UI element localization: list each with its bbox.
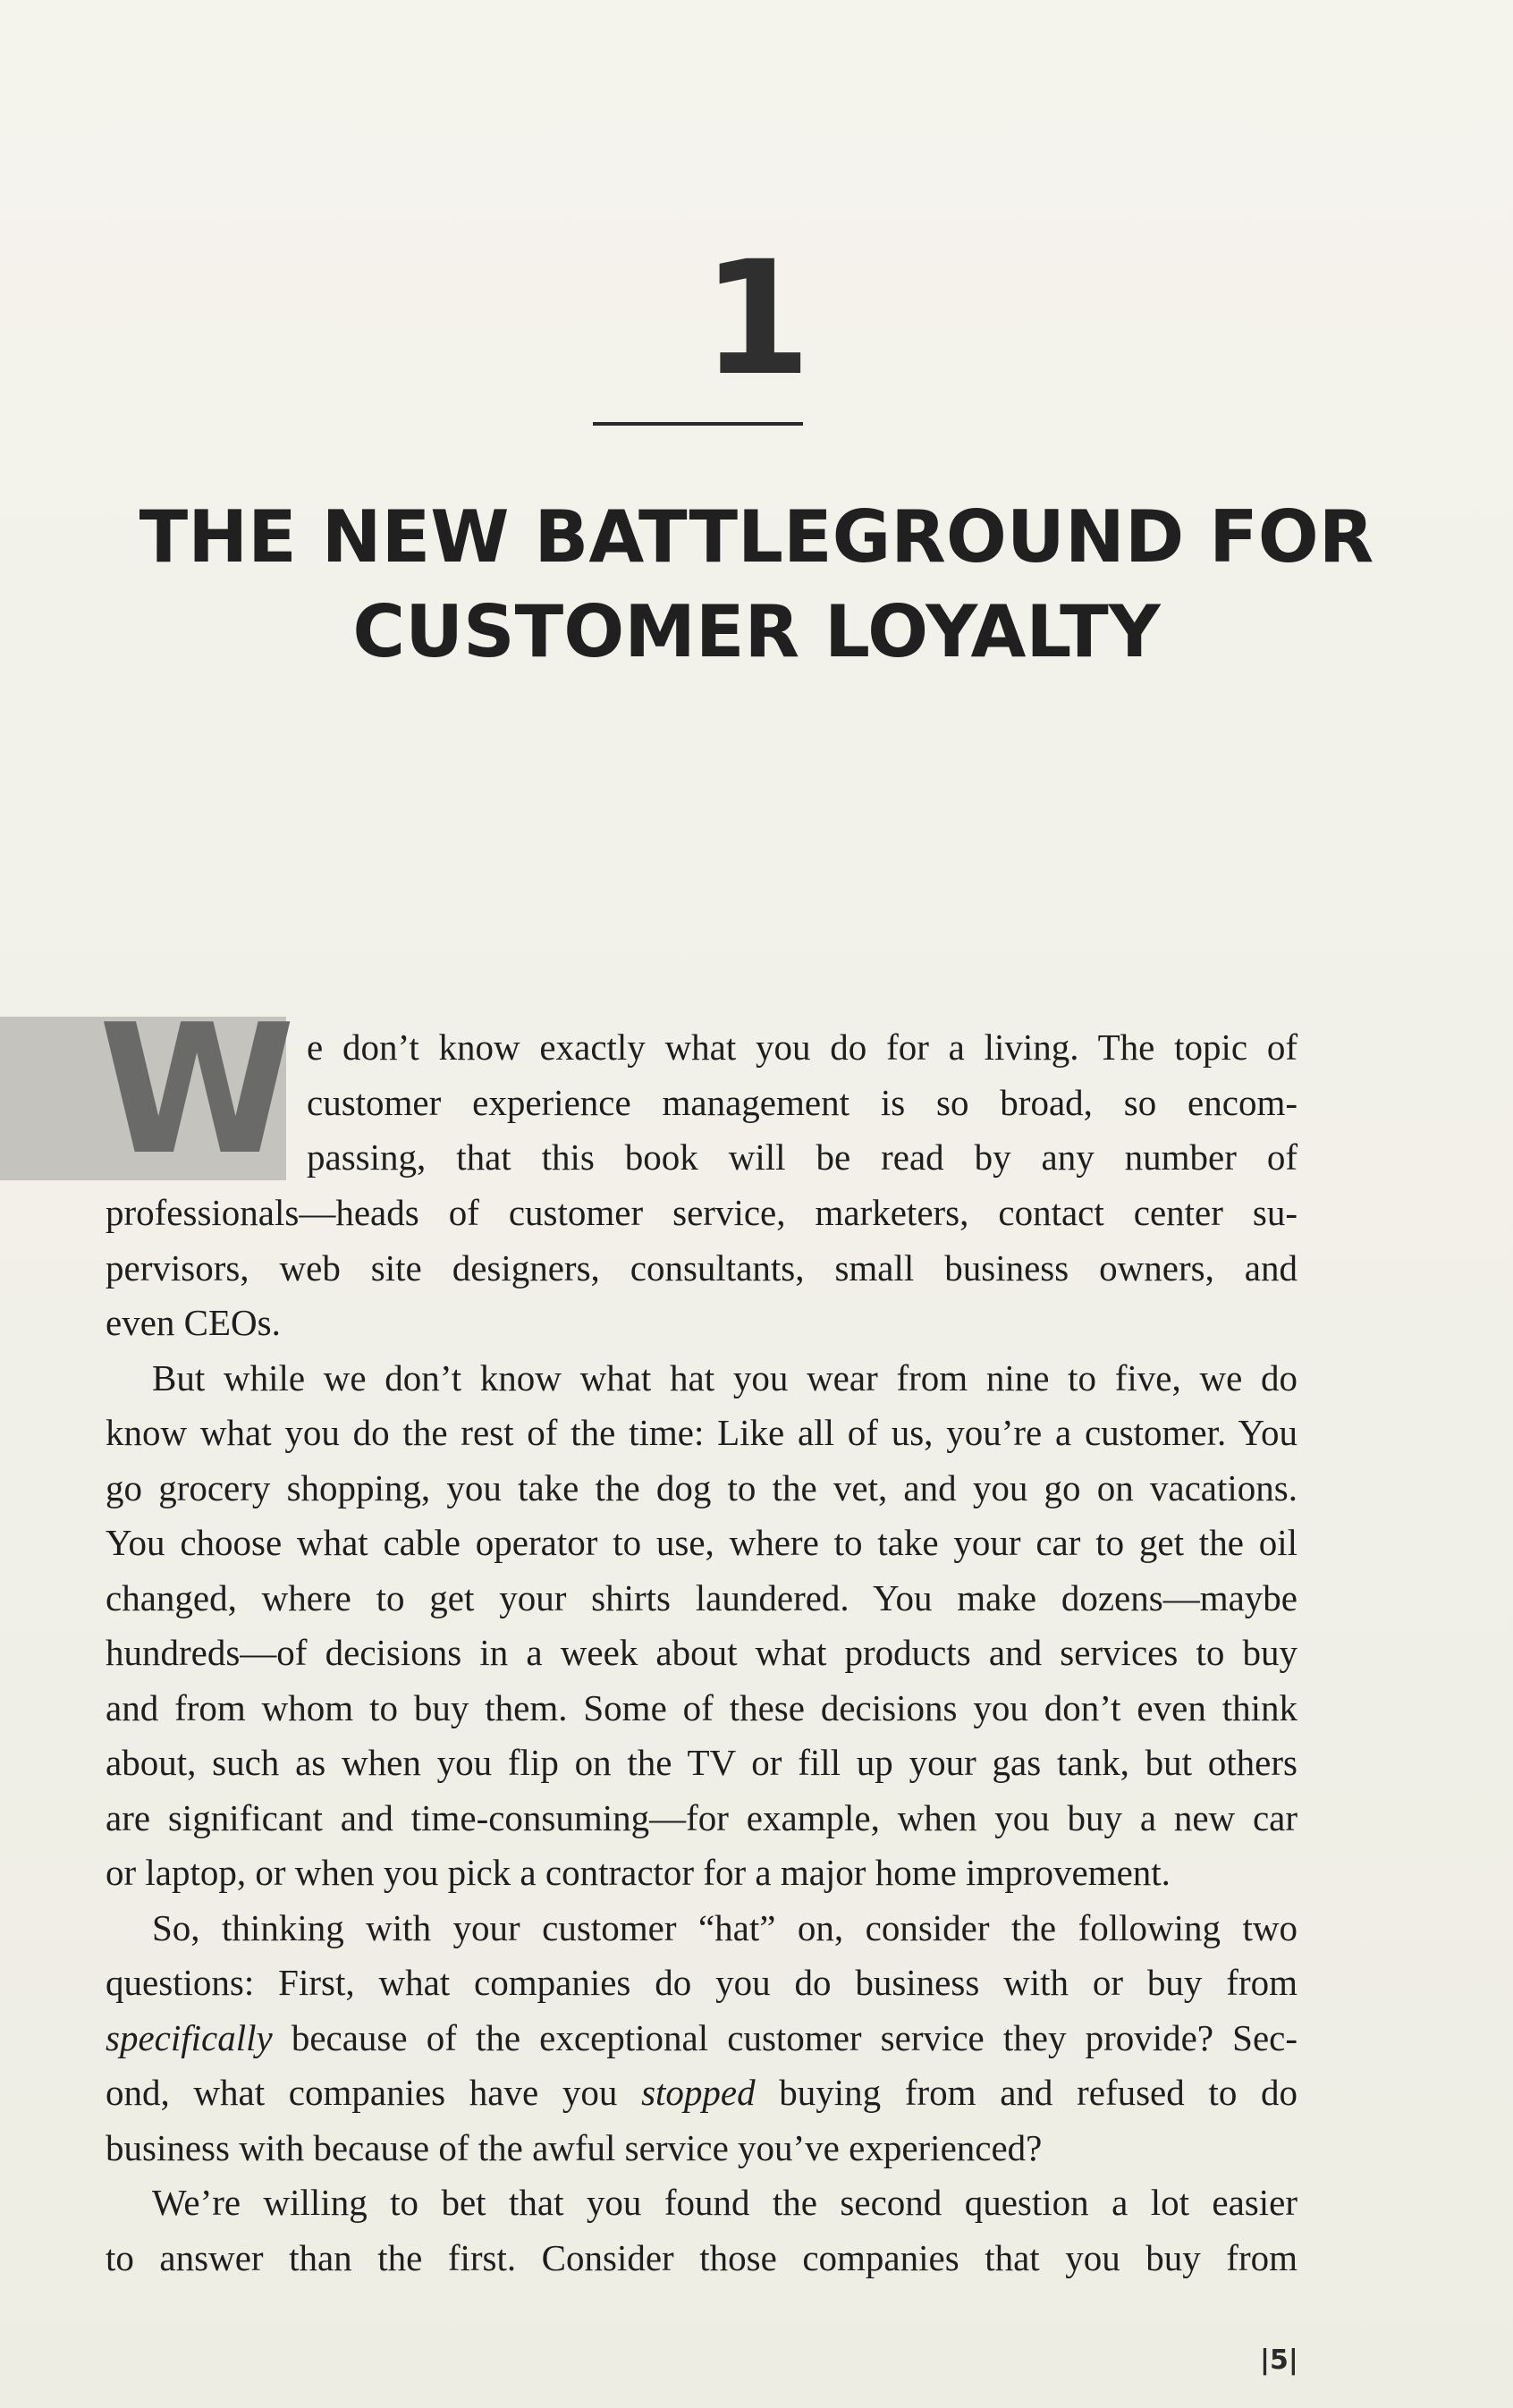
text-line (106, 2066, 1297, 2121)
text-line: business with because of the awful service you’ve experienced? (106, 2126, 1043, 2168)
chapter-title-line-2: CUSTOMER LOYALTY (352, 590, 1161, 673)
text-line: even CEOs. (106, 1302, 281, 1343)
page-number: |5| (1260, 2345, 1298, 2376)
text-line: passing, that this book will be read by any number of (307, 1136, 1297, 1178)
text-line: We’re willing to bet that you found the second question a lot easier (152, 2182, 1297, 2223)
text-line: hundreds—of decisions in a week about what products and services to buy (106, 1632, 1297, 1673)
text-segment: ond, what companies have you (106, 2072, 642, 2113)
text-line: or laptop, or when you pick a contractor for a major home improvement. (106, 1852, 1171, 1893)
chapter-title (0, 490, 1513, 680)
text-line: to answer than the first. Consider those companies that you buy from (106, 2236, 1297, 2278)
text-segment: buying from and refused to do (755, 2072, 1297, 2113)
text-segment: because of the exceptional customer service they provide? Sec- (272, 2016, 1297, 2058)
text-line: pervisors, web site designers, consultants, small business owners, and (106, 1246, 1297, 1288)
text-line: go grocery shopping, you take the dog to the vet, and you go on vacations. (106, 1466, 1297, 1508)
first-paragraph-beside-dropcap (307, 1020, 1297, 1186)
emphasis: specifically (106, 2016, 273, 2058)
chapter-number: 1 (701, 227, 812, 410)
text-line: professionals—heads of customer service, marketers, contact center su- (106, 1192, 1297, 1233)
chapter-divider (593, 422, 803, 426)
text-line: and from whom to buy them. Some of these decisions you don’t even think (106, 1686, 1297, 1728)
drop-cap: W (98, 986, 296, 1195)
text-line: are significant and time-consuming—for example, when you buy a new car (106, 1796, 1297, 1838)
emphasis: stopped (641, 2072, 756, 2113)
text-line: You choose what cable operator to use, where to take your car to get the oil (106, 1522, 1297, 1563)
text-line: about, such as when you flip on the TV or fill up your gas tank, but others (106, 1742, 1297, 1783)
text-line: But while we don’t know what hat you wear from nine to five, we do (152, 1356, 1297, 1398)
text-line: questions: First, what companies do you do business with or buy from (106, 1962, 1297, 2003)
text-line: customer experience management is so broad, so encom- (307, 1081, 1297, 1123)
body-text (106, 1186, 1297, 2285)
text-line: So, thinking with your customer “hat” on, consider the following two (152, 1906, 1297, 1948)
text-line: e don’t know exactly what you do for a living. The topic of (307, 1027, 1297, 1068)
text-line (106, 2011, 1297, 2066)
chapter-title-line-1: THE NEW BATTLEGROUND FOR (139, 495, 1374, 579)
text-line: know what you do the rest of the time: Like all of us, you’re a customer. You (106, 1412, 1297, 1453)
text-line: changed, where to get your shirts laundered. You make dozens—maybe (106, 1576, 1297, 1618)
